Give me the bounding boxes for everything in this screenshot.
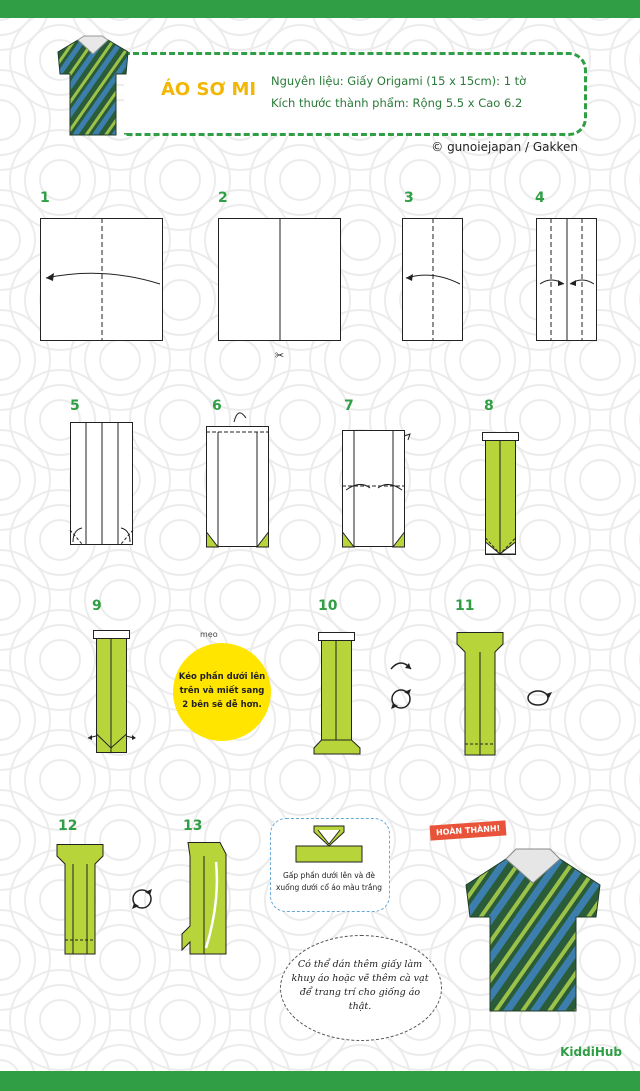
brand-logo: KiddiHub	[560, 1045, 622, 1059]
step-11-diagram	[455, 632, 507, 756]
finished-shirt-photo	[458, 845, 608, 1015]
materials-text: Nguyên liệu: Giấy Origami (15 x 15cm): 1 tờ	[271, 74, 527, 88]
step-10-diagram	[312, 632, 364, 756]
step-13-diagram	[180, 842, 236, 958]
step-number: 4	[535, 190, 545, 206]
step-number: 12	[58, 818, 78, 834]
step-1-diagram	[40, 218, 164, 342]
step-12-diagram	[55, 844, 107, 956]
tip-3-text: Có thể dán thêm giấy làm khuy áo hoặc vẽ thêm cà vạt để trang trí cho giống áo thật.	[291, 959, 429, 1012]
rotate-arrows-icon	[386, 655, 416, 715]
step-number: 6	[212, 398, 222, 414]
bottom-bar	[0, 1071, 640, 1091]
tip-1-text: Kéo phần dưới lên trên và miết sang 2 bên sẽ dễ hơn.	[178, 672, 266, 710]
step-number: 9	[92, 598, 102, 614]
step-7-diagram	[342, 430, 412, 548]
page-title: ÁO SƠ MI	[161, 79, 257, 100]
step-number: 2	[218, 190, 228, 206]
collar-detail	[296, 826, 362, 866]
flip-icon	[524, 686, 554, 708]
step-number: 11	[455, 598, 475, 614]
step-number: 1	[40, 190, 50, 206]
step-9-diagram	[86, 630, 142, 754]
step-number: 8	[484, 398, 494, 414]
step-8-diagram	[482, 432, 522, 556]
size-text: Kích thước thành phẩm: Rộng 5.5 x Cao 6.2	[271, 96, 523, 110]
tip-label: mẹo	[200, 630, 218, 639]
shirt-photo	[48, 30, 138, 140]
step-number: 10	[318, 598, 338, 614]
credit-text: © gunoiejapan / Gakken	[431, 140, 578, 154]
step-6-diagram	[206, 404, 270, 548]
step-4-diagram	[536, 218, 598, 342]
done-badge: HOÀN THÀNH!	[430, 820, 507, 840]
step-5-diagram	[70, 422, 134, 546]
step-number: 3	[404, 190, 414, 206]
step-number: 7	[344, 398, 354, 414]
scissors-icon: ✂	[275, 349, 285, 362]
top-bar	[0, 0, 640, 18]
step-number: 13	[183, 818, 203, 834]
tip-2-text: Gấp phần dưới lên và đè xuống dưới cổ áo màu trắng	[275, 871, 383, 892]
rotate-icon	[128, 885, 156, 913]
step-3-diagram	[402, 218, 464, 342]
step-2-diagram	[218, 218, 342, 342]
step-number: 5	[70, 398, 80, 414]
